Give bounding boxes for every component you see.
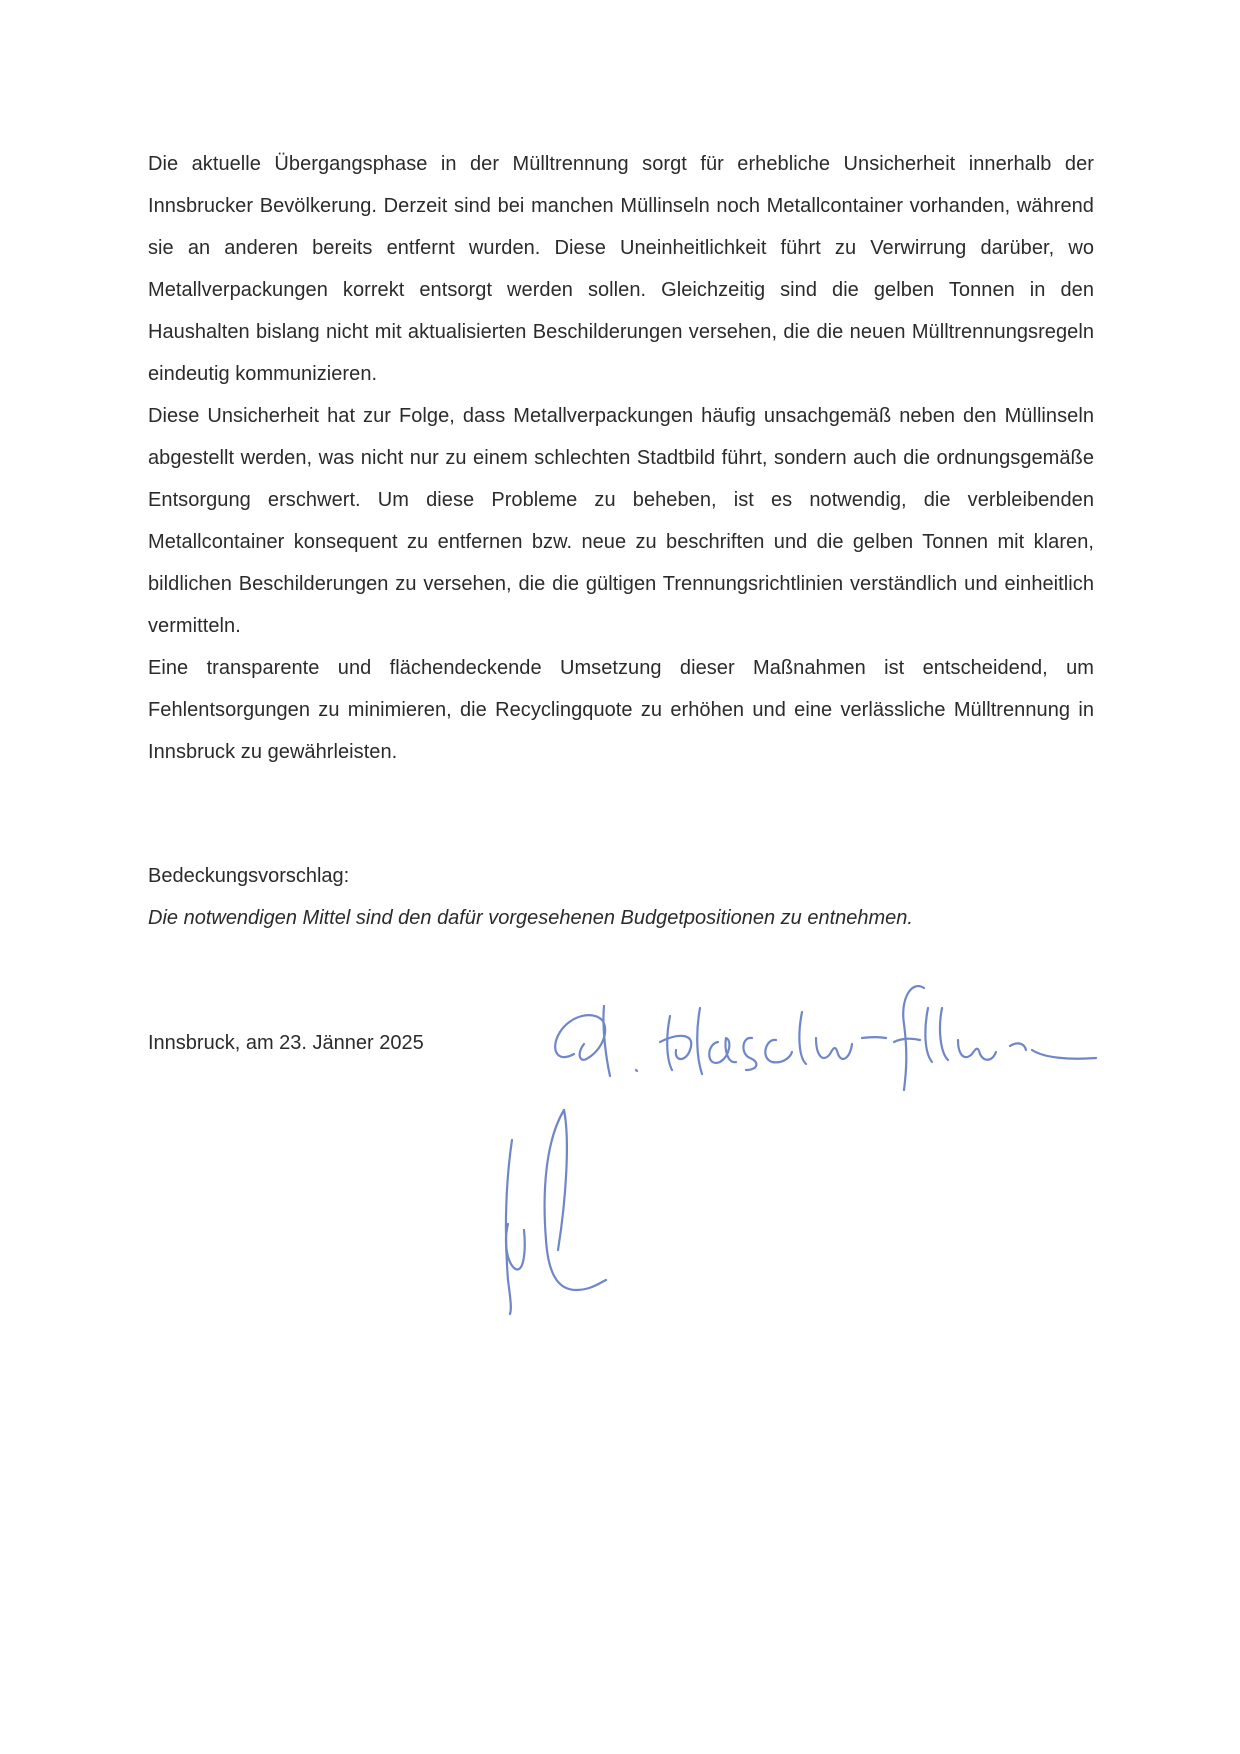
coverage-text: Die notwendigen Mittel sind den dafür vorgesehenen Budgetpositionen zu entnehmen. xyxy=(148,907,913,929)
paragraph: Die aktuelle Übergangsphase in der Mülltrennung sorgt für erhebliche Unsicherheit innerhalb der Innsbrucker Bevölkerung. Derzeit sind bei manchen Müllinseln noch Metallcontainer vorhanden, während sie an anderen bereits entfernt wurden. Diese Uneinheitlichkeit führt zu Verwirrung darüber, wo Metallverpackungen korrekt entsorgt werden sollen. Gleichzeitig sind die gelben Tonnen in den Haushalten bislang nicht mit aktualisierten Beschilderungen versehen, die die neuen Mülltrennungsregeln eindeutig kommunizieren. xyxy=(148,153,1094,385)
coverage-label: Bedeckungsvorschlag: xyxy=(148,865,350,887)
handwritten-signature xyxy=(540,958,1120,1098)
handwritten-initials xyxy=(490,1100,630,1330)
paragraph: Eine transparente und flächendeckende Umsetzung dieser Maßnahmen ist entscheidend, um Fehlentsorgungen zu minimieren, die Recyclingquote zu erhöhen und eine verlässliche Mülltrennung in Innsbruck zu gewährleisten. xyxy=(148,657,1094,763)
body-text xyxy=(148,143,1094,773)
paragraph: Diese Unsicherheit hat zur Folge, dass Metallverpackungen häufig unsachgemäß neben den Müllinseln abgestellt werden, was nicht nur zu einem schlechten Stadtbild führt, sondern auch die ordnungsgemäße Entsorgung erschwert. Um diese Probleme zu beheben, ist es notwendig, die verbleibenden Metallcontainer konsequent zu entfernen bzw. neue zu beschriften und die gelben Tonnen mit klaren, bildlichen Beschilderungen zu versehen, die die gültigen Trennungsrichtlinien verständlich und einheitlich vermitteln. xyxy=(148,405,1094,637)
place-date: Innsbruck, am 23. Jänner 2025 xyxy=(148,1032,424,1054)
